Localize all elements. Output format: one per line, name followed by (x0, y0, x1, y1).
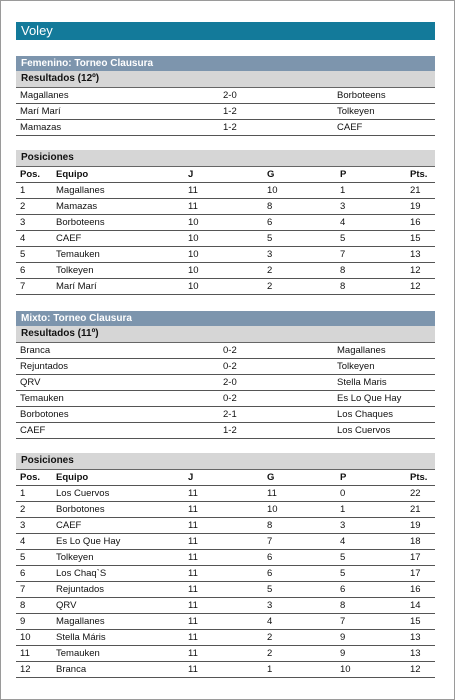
cell-pos: 10 (20, 632, 31, 643)
cell-j: 11 (188, 552, 198, 563)
home-team: Marí Marí (20, 106, 61, 117)
cell-pos: 5 (20, 552, 26, 563)
cell-g: 2 (267, 265, 273, 276)
cell-j: 11 (188, 504, 198, 515)
column-header-j: J (188, 472, 194, 483)
cell-p: 8 (340, 600, 346, 611)
cell-team: Marí Marí (56, 281, 97, 292)
match-score: 1-2 (223, 425, 237, 436)
cell-g: 2 (267, 281, 273, 292)
cell-team: Rejuntados (56, 584, 105, 595)
result-row (16, 88, 435, 104)
mixto-section (16, 311, 435, 678)
cell-team: Borboteens (56, 217, 105, 228)
cell-team: Magallanes (56, 616, 105, 627)
column-header-team: Equipo (56, 169, 89, 180)
cell-team: Temauken (56, 249, 100, 260)
cell-team: Los Chaq`S (56, 568, 107, 579)
result-row (16, 104, 435, 120)
cell-pos: 8 (20, 600, 26, 611)
cell-pts: 14 (410, 600, 421, 611)
table-row (16, 215, 435, 231)
column-header-p: P (340, 472, 347, 483)
cell-p: 1 (340, 504, 346, 515)
cell-g: 2 (267, 632, 273, 643)
cell-j: 11 (188, 616, 198, 627)
cell-pos: 1 (20, 488, 26, 499)
cell-j: 10 (188, 217, 199, 228)
home-team: Rejuntados (20, 361, 69, 372)
cell-g: 1 (267, 664, 273, 675)
match-score: 0-2 (223, 393, 237, 404)
cell-pos: 4 (20, 233, 26, 244)
cell-pos: 11 (20, 648, 30, 659)
cell-p: 5 (340, 552, 346, 563)
cell-g: 4 (267, 616, 273, 627)
table-row (16, 199, 435, 215)
cell-p: 3 (340, 520, 346, 531)
cell-p: 3 (340, 201, 346, 212)
cell-p: 6 (340, 584, 346, 595)
cell-p: 9 (340, 632, 346, 643)
home-team: CAEF (20, 425, 46, 436)
cell-j: 11 (188, 568, 198, 579)
away-team: Es Lo Que Hay (337, 393, 402, 404)
cell-pts: 12 (410, 281, 421, 292)
cell-pos: 7 (20, 281, 26, 292)
column-header-pts: Pts. (410, 472, 428, 483)
cell-pts: 21 (410, 504, 421, 515)
cell-g: 10 (267, 504, 278, 515)
table-row (16, 662, 435, 678)
table-row (16, 614, 435, 630)
cell-pos: 7 (20, 584, 26, 595)
cell-team: QRV (56, 600, 77, 611)
cell-pts: 13 (410, 648, 421, 659)
cell-pts: 13 (410, 632, 421, 643)
table-row (16, 263, 435, 279)
home-team: Branca (20, 345, 51, 356)
cell-team: Borbotones (56, 504, 105, 515)
column-header-g: G (267, 169, 275, 180)
column-header-pts: Pts. (410, 169, 428, 180)
away-team: Stella Maris (337, 377, 387, 388)
cell-pos: 5 (20, 249, 26, 260)
cell-pts: 21 (410, 185, 421, 196)
column-header-p: P (340, 169, 347, 180)
cell-p: 7 (340, 249, 346, 260)
table-row (16, 518, 435, 534)
cell-g: 11 (267, 488, 277, 499)
cell-g: 5 (267, 584, 273, 595)
home-team: Magallanes (20, 90, 69, 101)
cell-j: 11 (188, 185, 198, 196)
mixto-results-title: Resultados (11º) (16, 326, 435, 343)
cell-j: 11 (188, 600, 198, 611)
page-title: Voley (16, 22, 435, 40)
cell-j: 11 (188, 536, 198, 547)
cell-pos: 3 (20, 520, 26, 531)
column-header-j: J (188, 169, 194, 180)
mixto-standings-title: Posiciones (16, 453, 435, 470)
cell-team: CAEF (56, 233, 82, 244)
column-header-team: Equipo (56, 472, 89, 483)
cell-pts: 19 (410, 201, 421, 212)
column-header-pos: Pos. (20, 169, 41, 180)
result-row (16, 343, 435, 359)
cell-team: Temauken (56, 648, 100, 659)
cell-pts: 17 (410, 568, 421, 579)
away-team: Los Chaques (337, 409, 393, 420)
table-header-row (16, 470, 435, 486)
cell-p: 0 (340, 488, 346, 499)
cell-pts: 15 (410, 233, 421, 244)
column-header-pos: Pos. (20, 472, 41, 483)
cell-pts: 22 (410, 488, 421, 499)
femenino-standings-table (16, 167, 435, 295)
cell-pos: 6 (20, 568, 26, 579)
cell-p: 4 (340, 217, 346, 228)
cell-j: 11 (188, 648, 198, 659)
femenino-section (16, 56, 435, 295)
cell-g: 8 (267, 520, 273, 531)
table-row (16, 279, 435, 295)
cell-pts: 18 (410, 536, 421, 547)
away-team: Los Cuervos (337, 425, 391, 436)
match-score: 2-0 (223, 377, 237, 388)
cell-p: 7 (340, 616, 346, 627)
cell-pos: 6 (20, 265, 26, 276)
cell-pos: 4 (20, 536, 26, 547)
home-team: QRV (20, 377, 41, 388)
cell-team: Tolkeyen (56, 552, 94, 563)
cell-g: 10 (267, 185, 278, 196)
result-row (16, 359, 435, 375)
femenino-header: Femenino: Torneo Clausura (16, 56, 435, 71)
femenino-results-title: Resultados (12º) (16, 71, 435, 88)
cell-team: Tolkeyen (56, 265, 94, 276)
table-row (16, 598, 435, 614)
cell-j: 11 (188, 520, 198, 531)
table-row (16, 582, 435, 598)
table-row (16, 486, 435, 502)
away-team: Tolkeyen (337, 361, 375, 372)
match-score: 1-2 (223, 122, 237, 133)
home-team: Mamazas (20, 122, 62, 133)
cell-pos: 9 (20, 616, 26, 627)
cell-g: 5 (267, 233, 273, 244)
match-score: 2-1 (223, 409, 237, 420)
column-header-g: G (267, 472, 275, 483)
cell-g: 6 (267, 552, 273, 563)
cell-team: Branca (56, 664, 87, 675)
cell-team: Magallanes (56, 185, 105, 196)
cell-g: 3 (267, 600, 273, 611)
cell-g: 3 (267, 249, 273, 260)
table-header-row (16, 167, 435, 183)
femenino-results-list (16, 88, 435, 136)
table-row (16, 247, 435, 263)
cell-j: 11 (188, 488, 198, 499)
cell-pts: 12 (410, 664, 421, 675)
cell-pos: 1 (20, 185, 26, 196)
match-score: 0-2 (223, 345, 237, 356)
cell-pos: 2 (20, 504, 26, 515)
cell-p: 8 (340, 281, 346, 292)
cell-team: Es Lo Que Hay (56, 536, 121, 547)
cell-j: 10 (188, 249, 199, 260)
home-team: Borbotones (20, 409, 69, 420)
cell-p: 4 (340, 536, 346, 547)
cell-pts: 16 (410, 584, 421, 595)
mixto-results-list (16, 343, 435, 439)
cell-j: 11 (188, 584, 198, 595)
femenino-standings-title: Posiciones (16, 150, 435, 167)
mixto-header: Mixto: Torneo Clausura (16, 311, 435, 326)
cell-pos: 2 (20, 201, 26, 212)
cell-p: 5 (340, 233, 346, 244)
home-team: Temauken (20, 393, 64, 404)
result-row (16, 407, 435, 423)
cell-g: 6 (267, 217, 273, 228)
cell-j: 10 (188, 233, 199, 244)
mixto-standings-table (16, 470, 435, 678)
cell-pts: 13 (410, 249, 421, 260)
cell-pts: 17 (410, 552, 421, 563)
cell-g: 8 (267, 201, 273, 212)
table-row (16, 231, 435, 247)
table-row (16, 550, 435, 566)
away-team: Magallanes (337, 345, 386, 356)
cell-j: 11 (188, 201, 198, 212)
cell-p: 10 (340, 664, 351, 675)
table-row (16, 630, 435, 646)
cell-team: Mamazas (56, 201, 98, 212)
cell-j: 10 (188, 265, 199, 276)
result-row (16, 120, 435, 136)
cell-team: Stella Máris (56, 632, 106, 643)
match-score: 1-2 (223, 106, 237, 117)
away-team: Tolkeyen (337, 106, 375, 117)
table-row (16, 534, 435, 550)
cell-team: CAEF (56, 520, 82, 531)
cell-g: 6 (267, 568, 273, 579)
cell-pts: 19 (410, 520, 421, 531)
cell-team: Los Cuervos (56, 488, 110, 499)
cell-pos: 12 (20, 664, 31, 675)
cell-pts: 12 (410, 265, 421, 276)
away-team: CAEF (337, 122, 363, 133)
match-score: 0-2 (223, 361, 237, 372)
cell-p: 1 (340, 185, 346, 196)
table-row (16, 502, 435, 518)
cell-pts: 16 (410, 217, 421, 228)
result-row (16, 391, 435, 407)
match-score: 2-0 (223, 90, 237, 101)
cell-g: 7 (267, 536, 273, 547)
result-row (16, 423, 435, 439)
cell-j: 11 (188, 632, 198, 643)
cell-pos: 3 (20, 217, 26, 228)
cell-pts: 15 (410, 616, 421, 627)
table-row (16, 646, 435, 662)
cell-p: 5 (340, 568, 346, 579)
cell-g: 2 (267, 648, 273, 659)
cell-j: 10 (188, 281, 199, 292)
away-team: Borboteens (337, 90, 386, 101)
cell-p: 8 (340, 265, 346, 276)
table-row (16, 566, 435, 582)
result-row (16, 375, 435, 391)
table-row (16, 183, 435, 199)
cell-p: 9 (340, 648, 346, 659)
cell-j: 11 (188, 664, 198, 675)
